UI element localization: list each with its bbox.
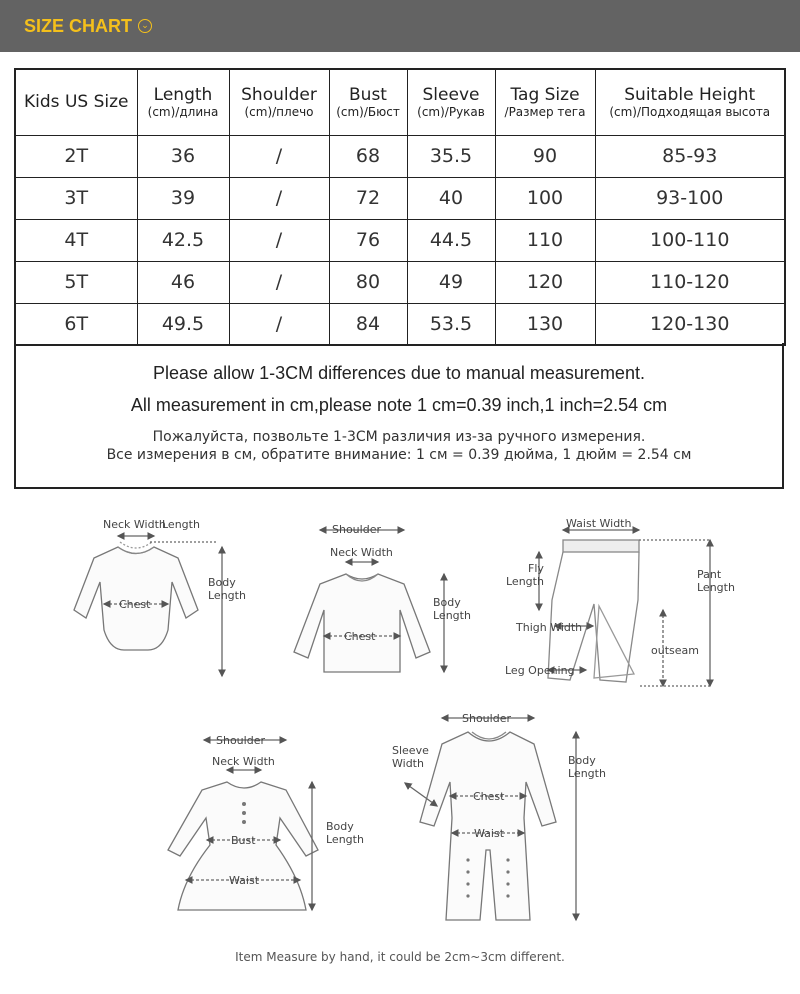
table-body bbox=[15, 135, 785, 345]
shirt-neck-label: Neck Width bbox=[330, 546, 393, 559]
table-cell: 3T bbox=[15, 177, 137, 219]
column-header: Suitable Height (cm)/Подходящая высота bbox=[595, 69, 785, 135]
pants-waist-label: Waist Width bbox=[566, 517, 632, 530]
table-cell: 49 bbox=[407, 261, 495, 303]
dress-bust-label: Bust bbox=[231, 834, 256, 847]
dress-neck-label: Neck Width bbox=[212, 755, 275, 768]
table-cell: 68 bbox=[329, 135, 407, 177]
table-cell: 35.5 bbox=[407, 135, 495, 177]
romper-sleeve-label: Sleeve bbox=[392, 744, 429, 757]
romper-diagram bbox=[392, 712, 606, 920]
bodysuit-body-label: Body bbox=[208, 576, 236, 589]
size-chart-title: SIZE CHART bbox=[24, 15, 132, 36]
note-english-2: All measurement in cm,please note 1 cm=0.39 inch,1 inch=2.54 cm bbox=[130, 395, 668, 415]
table-header-row bbox=[15, 69, 785, 135]
pants-pant-label: Pant bbox=[697, 568, 722, 581]
table-row bbox=[15, 219, 785, 261]
chevron-down-circle-icon: ⌄ bbox=[138, 19, 152, 33]
dress-shoulder-label: Shoulder bbox=[216, 734, 265, 747]
romper-waist-label: Waist bbox=[474, 827, 505, 840]
table-cell: 110-120 bbox=[595, 261, 785, 303]
dress-length-label: Length bbox=[326, 833, 364, 846]
table-cell: / bbox=[229, 261, 329, 303]
footer-note: Item Measure by hand, it could be 2cm~3cm different. bbox=[235, 950, 565, 964]
shirt-chest-label: Chest bbox=[344, 630, 376, 643]
table-cell: 5T bbox=[15, 261, 137, 303]
size-chart-header bbox=[0, 0, 800, 52]
pants-outseam-label: outseam bbox=[651, 644, 699, 657]
bodysuit-chest-label: Chest bbox=[119, 598, 151, 611]
pants-fly-label: Fly bbox=[528, 562, 544, 575]
size-table bbox=[14, 68, 786, 346]
table-row bbox=[15, 261, 785, 303]
pants-fly-length-label: Length bbox=[506, 575, 544, 588]
table-cell: 44.5 bbox=[407, 219, 495, 261]
pants-length-label: Length bbox=[697, 581, 735, 594]
table-cell: 4T bbox=[15, 219, 137, 261]
table-cell: 53.5 bbox=[407, 303, 495, 345]
table-cell: 40 bbox=[407, 177, 495, 219]
column-header: Kids US Size bbox=[15, 69, 137, 135]
column-header: Shoulder (cm)/плечо bbox=[229, 69, 329, 135]
shirt-diagram bbox=[294, 523, 471, 672]
bodysuit-length2-label: Length bbox=[208, 589, 246, 602]
shirt-body-label: Body bbox=[433, 596, 461, 609]
table-row bbox=[15, 135, 785, 177]
table-cell: 120-130 bbox=[595, 303, 785, 345]
measurement-diagrams bbox=[0, 500, 800, 950]
table-cell: 6T bbox=[15, 303, 137, 345]
table-cell: / bbox=[229, 177, 329, 219]
romper-sleeve-width-label: Width bbox=[392, 757, 424, 770]
table-cell: 49.5 bbox=[137, 303, 229, 345]
table-cell: 93-100 bbox=[595, 177, 785, 219]
pants-diagram bbox=[505, 517, 735, 686]
bodysuit-diagram bbox=[74, 518, 246, 676]
note-english-1: Please allow 1-3CM differences due to manual measurement. bbox=[153, 363, 645, 383]
table-row bbox=[15, 177, 785, 219]
table-cell: 72 bbox=[329, 177, 407, 219]
table-cell: 130 bbox=[495, 303, 595, 345]
note-russian-2: Все измерения в см, обратите внимание: 1 см = 0.39 дюйма, 1 дюйм = 2.54 см bbox=[106, 447, 692, 463]
pants-thigh-label: Thigh Width bbox=[516, 621, 583, 634]
dress-diagram bbox=[168, 734, 364, 910]
table-cell: / bbox=[229, 135, 329, 177]
table-cell: 39 bbox=[137, 177, 229, 219]
column-header: Sleeve (cm)/Рукав bbox=[407, 69, 495, 135]
table-cell: 2T bbox=[15, 135, 137, 177]
table-cell: 90 bbox=[495, 135, 595, 177]
romper-length-label: Length bbox=[568, 767, 606, 780]
column-header: Length (cm)/длина bbox=[137, 69, 229, 135]
shirt-length-label: Length bbox=[433, 609, 471, 622]
table-cell: 85-93 bbox=[595, 135, 785, 177]
column-header: Tag Size /Размер тега bbox=[495, 69, 595, 135]
shirt-shoulder-label: Shoulder bbox=[332, 523, 381, 536]
romper-shoulder-label: Shoulder bbox=[462, 712, 511, 725]
table-cell: 46 bbox=[137, 261, 229, 303]
table-cell: 110 bbox=[495, 219, 595, 261]
table-cell: 100-110 bbox=[595, 219, 785, 261]
dress-body-label: Body bbox=[326, 820, 354, 833]
table-row bbox=[15, 303, 785, 345]
table-cell: 80 bbox=[329, 261, 407, 303]
table-cell: 76 bbox=[329, 219, 407, 261]
bodysuit-length-label: Length bbox=[162, 518, 200, 531]
romper-chest-label: Chest bbox=[473, 790, 505, 803]
pants-leg-label: Leg Opening bbox=[505, 664, 575, 677]
table-cell: 120 bbox=[495, 261, 595, 303]
romper-body-label: Body bbox=[568, 754, 596, 767]
measurement-notes bbox=[14, 343, 784, 489]
bodysuit-neck-label: Neck Width bbox=[103, 518, 166, 531]
table-cell: 100 bbox=[495, 177, 595, 219]
note-russian-1: Пожалуйста, позвольте 1-3CM различия из-за ручного измерения. bbox=[152, 429, 646, 445]
column-header: Bust (cm)/Бюст bbox=[329, 69, 407, 135]
dress-waist-label: Waist bbox=[229, 874, 260, 887]
table-cell: / bbox=[229, 303, 329, 345]
table-cell: 84 bbox=[329, 303, 407, 345]
table-cell: / bbox=[229, 219, 329, 261]
table-cell: 36 bbox=[137, 135, 229, 177]
table-cell: 42.5 bbox=[137, 219, 229, 261]
